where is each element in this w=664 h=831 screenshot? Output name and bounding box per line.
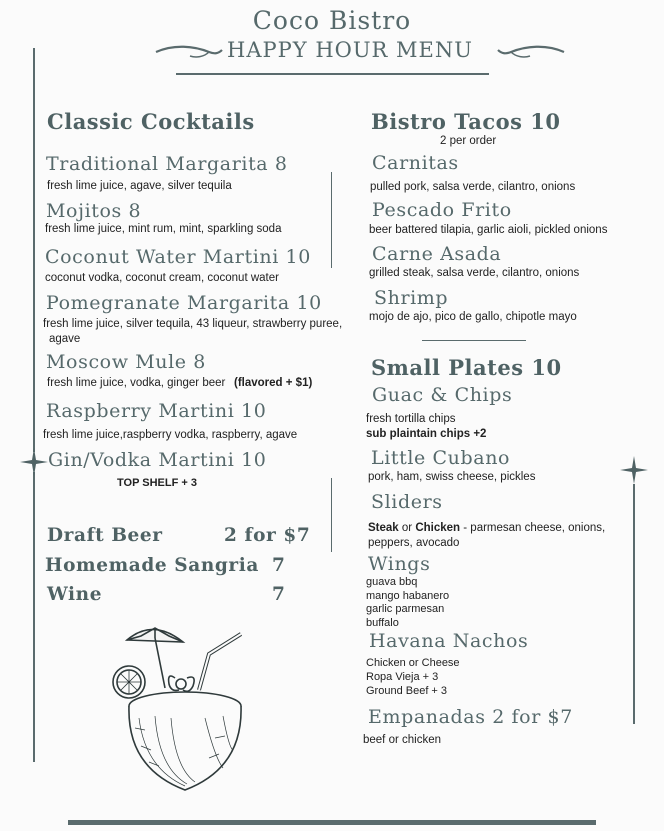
menu-item-desc-cont: peppers, avocado <box>368 537 460 549</box>
menu-item-desc: fresh lime juice, mint rum, mint, sparkling soda <box>45 223 282 235</box>
right-border-line <box>633 484 635 724</box>
menu-item-desc: coconut vodka, coconut cream, coconut water <box>45 272 279 284</box>
menu-item-extra: TOP SHELF + 3 <box>117 477 197 489</box>
menu-item-name: Shrimp <box>374 287 449 309</box>
drink-name: Wine <box>47 584 103 605</box>
coconut-cocktail-illustration <box>105 618 255 798</box>
menu-item-name: Carne Asada <box>372 243 502 265</box>
option-desc: - parmesan cheese, onions, <box>463 522 606 534</box>
menu-item-desc: pork, ham, swiss cheese, pickles <box>368 471 536 483</box>
option-or: or <box>401 522 413 534</box>
menu-item-desc: mojo de ajo, pico de gallo, chipotle mayo <box>369 311 577 323</box>
option-chicken: Chicken <box>415 522 461 534</box>
left-swash-ornament <box>154 44 224 60</box>
menu-item-name: Traditional Margarita 8 <box>46 153 288 175</box>
menu-item-line: buffalo <box>366 617 399 629</box>
menu-item-desc: pulled pork, salsa verde, cilantro, onions <box>370 181 576 193</box>
menu-item-desc: fresh lime juice, vodka, ginger beer <box>47 377 226 389</box>
left-border-line-lower <box>33 472 35 762</box>
menu-item-desc <box>368 522 605 534</box>
menu-item-line: garlic parmesan <box>366 603 445 615</box>
menu-item-desc: beer battered tilapia, garlic aioli, pickled onions <box>369 224 608 236</box>
section-note: 2 per order <box>440 135 497 147</box>
menu-item-name: Havana Nachos <box>369 630 529 652</box>
menu-item-desc: grilled steak, salsa verde, cilantro, onions <box>369 267 580 279</box>
menu-item-name: Carnitas <box>372 152 459 174</box>
menu-item-name: Little Cubano <box>371 447 511 469</box>
menu-item-line: mango habanero <box>366 590 450 602</box>
menu-subtitle: HAPPY HOUR MENU <box>227 38 473 62</box>
menu-item-desc: beef or chicken <box>363 734 441 746</box>
section-title-small-plates: Small Plates 10 <box>371 355 562 380</box>
column-divider-bottom <box>331 478 332 552</box>
menu-item-name: Mojitos 8 <box>46 200 142 222</box>
menu-item-line: Ground Beef + 3 <box>366 685 448 697</box>
drink-price: 7 <box>272 555 286 576</box>
menu-item-desc-cont: agave <box>49 333 81 345</box>
section-title-bistro-tacos: Bistro Tacos 10 <box>371 109 561 134</box>
four-point-star-icon <box>620 456 648 484</box>
menu-item-extra: (flavored + $1) <box>234 377 313 389</box>
menu-item-desc: fresh lime juice, silver tequila, 43 liqueur, strawberry puree, <box>43 318 343 330</box>
menu-item-name: Coconut Water Martini 10 <box>45 246 311 268</box>
menu-item-name: Empanadas 2 for $7 <box>368 706 573 728</box>
menu-item-name: Sliders <box>371 491 443 513</box>
menu-item-desc: fresh lime juice,raspberry vodka, raspberry, agave <box>43 429 298 441</box>
section-title-classic-cocktails: Classic Cocktails <box>47 109 255 134</box>
menu-item-line: guava bbq <box>366 576 418 588</box>
menu-item-name: Wings <box>368 553 431 575</box>
menu-item-desc: fresh lime juice, agave, silver tequila <box>47 180 232 192</box>
menu-item-name: Guac & Chips <box>372 384 513 406</box>
option-steak: Steak <box>368 522 399 534</box>
menu-item-name: Raspberry Martini 10 <box>46 400 267 422</box>
left-border-line <box>33 48 35 452</box>
menu-item-line: Chicken or Cheese <box>366 657 460 669</box>
right-swash-ornament <box>496 44 566 60</box>
drink-name: Homemade Sangria <box>45 555 259 576</box>
menu-item-name: Pescado Frito <box>372 199 512 221</box>
column-divider-top <box>331 172 332 268</box>
menu-item-name: Moscow Mule 8 <box>46 351 206 373</box>
header-rule <box>176 73 489 75</box>
menu-item-name: Pomegranate Margarita 10 <box>46 292 322 314</box>
menu-item-line: Ropa Vieja + 3 <box>366 671 439 683</box>
menu-item-desc: fresh tortilla chips <box>366 413 456 425</box>
drink-price: 2 for $7 <box>224 525 311 546</box>
drink-price: 7 <box>272 584 286 605</box>
four-point-star-icon <box>20 448 48 476</box>
menu-item-name: Gin/Vodka Martini 10 <box>48 449 267 471</box>
restaurant-name: Coco Bistro <box>252 6 412 35</box>
menu-item-extra: sub plaintain chips +2 <box>366 428 487 440</box>
drink-name: Draft Beer <box>47 525 163 546</box>
footer-rule <box>68 820 596 825</box>
section-divider <box>422 340 526 341</box>
